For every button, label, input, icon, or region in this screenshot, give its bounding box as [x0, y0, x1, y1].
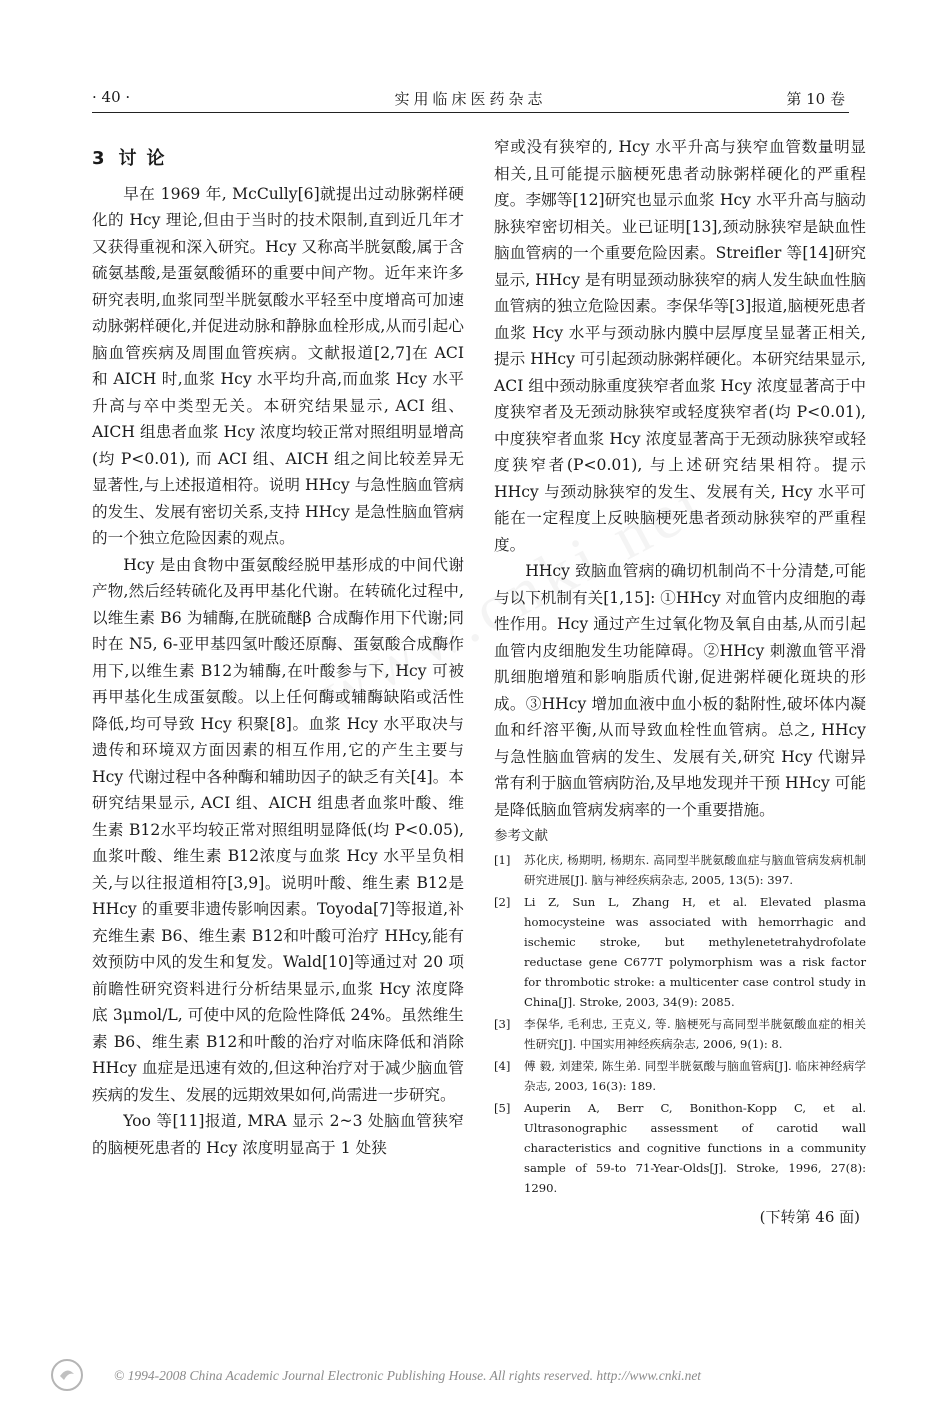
paragraph: 早在 1969 年, McCully[6]就提出过动脉粥样硬化的 Hcy 理论,但由于当时的技术限制,直到近几年才又获得重视和深入研究。Hcy 又称高半胱氨酸,属于含硫氨基酸,是蛋氨酸循环的重要中间产物。近年来许多研究表明,血浆同型半胱氨酸水平轻至中度增高可加速动脉粥样硬化,并促进动脉和静脉血栓形成,从而引起心脑血管疾病及周围血管疾病。文献报道[2,7]在 ACI 和 AICH 时,血浆 Hcy 水平均升高,而血浆 Hcy 水平升高与卒中类型无关。本研究结果显示, ACI 组、AICH 组患者血浆 Hcy 浓度均较正常对照组明显增高(均 P<0.01), 而 ACI 组、AICH 组之间比较差异无显著性,与上述报道相符。说明 HHcy 与急性脑血管病的发生、发展有密切关系,支持 HHcy 是急性脑血管病的一个独立危险因素的观点。 [92, 184, 464, 547]
reference-item: [1] 苏化庆, 杨期明, 杨期东. 高同型半胱氨酸血症与脑血管病发病机制研究进展[J]. 脑与神经疾病杂志, 2005, 13(5): 397. [494, 852, 866, 887]
reference-item: [4] 傅 毅, 刘建荣, 陈生弟. 同型半胱氨酸与脑血管病[J]. 临床神经病学杂志, 2003, 16(3): 189. [494, 1058, 866, 1093]
journal-title: 实用临床医药杂志 [394, 90, 547, 108]
volume-label: 第 10 卷 [786, 90, 845, 108]
reference-item: [5] Auperin A, Berr C, Bonithon-Kopp C, et al. Ultrasonographic assessment of carotid wall characteristics and cognitive functions in a community sample of 59-to 71-Year-Olds[J]. Stroke, 1996, 27(8): 1290. [494, 1100, 866, 1195]
continued-note: (下转第 46 面) [759, 1207, 860, 1226]
reference-item: [2] Li Z, Sun L, Zhang H, et al. Elevated plasma homocysteine was associated with hemorrhagic and ischemic stroke, but methylenetetrahydrofolate reductase gene C677T polymorphism was a risk factor for thrombotic stroke: a multicenter case control study in China[J]. Stroke, 2003, 34(9): 2085. [494, 894, 866, 1009]
paragraph: Yoo 等[11]报道, MRA 显示 2~3 处脑血管狭窄的脑梗死患者的 Hcy 浓度明显高于 1 处狭 [92, 1112, 464, 1157]
publisher-logo-icon [50, 1358, 84, 1392]
section-title: 讨论 [118, 148, 175, 169]
section-number: 3 [92, 148, 105, 169]
page-number: · 40 · [92, 88, 131, 106]
page-header [92, 86, 849, 113]
reference-list [494, 850, 866, 1198]
left-column [92, 134, 464, 1161]
section-heading [92, 146, 464, 173]
reference-item: [3] 李保华, 毛利忠, 王克义, 等. 脑梗死与高同型半胱氨酸血症的相关性研究[J]. 中国实用神经疾病杂志, 2006, 9(1): 8. [494, 1016, 866, 1051]
right-column [494, 134, 866, 1230]
copyright-notice: © 1994-2008 China Academic Journal Electronic Publishing House. All rights reserved. http://www.cnki.net [114, 1368, 702, 1383]
references-heading: 参考文献 [494, 828, 548, 844]
paragraph: HHcy 致脑血管病的确切机制尚不十分清楚,可能与以下机制有关[1,15]: ①HHcy 对血管内皮细胞的毒性作用。Hcy 通过产生过氧化物及氧自由基,从而引起血管内皮细胞发生功能障碍。②HHcy 刺激血管平滑肌细胞增殖和影响脂质代谢,促进粥样硬化斑块的形成。③HHcy 增加血液中血小板的黏附性,破坏体内凝血和纤溶平衡,从而导致血栓性血管病。总之, HHcy 与急性脑血管病的发生、发展有关,研究 Hcy 代谢异常有利于脑血管病防治,及早地发现并干预 HHcy 可能是降低脑血管病发病率的一个重要措施。 [494, 562, 866, 819]
paragraph: 窄或没有狭窄的, Hcy 水平升高与狭窄血管数量明显相关,且可能提示脑梗死患者动脉粥样硬化的严重程度。李娜等[12]研究也显示血浆 Hcy 水平升高与脑动脉狭窄密切相关。业已证明[13],颈动脉狭窄是缺血性脑血管病的一个重要危险因素。Streifler 等[14]研究显示, HHcy 是有明显颈动脉狭窄的病人发生缺血性脑血管病的独立危险因素。李保华等[3]报道,脑梗死患者血浆 Hcy 水平与颈动脉内膜中层厚度呈显著正相关,提示 HHcy 可引起颈动脉粥样硬化。本研究结果显示, ACI 组中颈动脉重度狭窄者血浆 Hcy 浓度显著高于中度狭窄者及无颈动脉狭窄或轻度狭窄者(均 P<0.01), 中度狭窄者血浆 Hcy 浓度显著高于无颈动脉狭窄或轻度狭窄者(P<0.01), 与上述研究结果相符。提示 HHcy 与颈动脉狭窄的发生、发展有关, Hcy 水平可能在一定程度上反映脑梗死患者颈动脉狭窄的严重程度。 [494, 138, 866, 554]
paragraph: Hcy 是由食物中蛋氨酸经脱甲基形成的中间代谢产物,然后经转硫化及再甲基化代谢。在转硫化过程中,以维生素 B6 为辅酶,在胱硫醚β 合成酶作用下代谢;同时在 N5, 6-亚甲基四氢叶酸还原酶、蛋氨酸合成酶作用下,以维生素 B12为辅酶,在叶酸参与下, Hcy 可被再甲基化生成蛋氨酸。以上任何酶或辅酶缺陷或活性降低,均可导致 Hcy 积聚[8]。血浆 Hcy 水平取决与遗传和环境双方面因素的相互作用,它的产生主要与 Hcy 代谢过程中各种酶和辅助因子的缺乏有关[4]。本研究结果显示, ACI 组、AICH 组患者血浆叶酸、维生素 B12水平均较正常对照组明显降低(均 P<0.05), 血浆叶酸、维生素 B12浓度与血浆 Hcy 水平呈负相关,与以往报道相符[3,9]。说明叶酸、维生素 B12是 HHcy 的重要非遗传影响因素。Toyoda[7]等报道,补充维生素 B6、维生素 B12和叶酸可治疗 HHcy,能有效预防中风的发生和复发。Wald[10]等通过对 20 项前瞻性研究资料进行分析结果显示,血浆 Hcy 浓度降底 3μmol/L, 可使中风的危险性降低 24%。虽然维生素 B6、维生素 B12和叶酸的治疗对临床降低和消除 HHcy 血症是迅速有效的,但这种治疗对于减少脑血管疾病的发生、发展的远期效果如何,尚需进一步研究。 [92, 555, 464, 1104]
page-footer [50, 1362, 910, 1390]
